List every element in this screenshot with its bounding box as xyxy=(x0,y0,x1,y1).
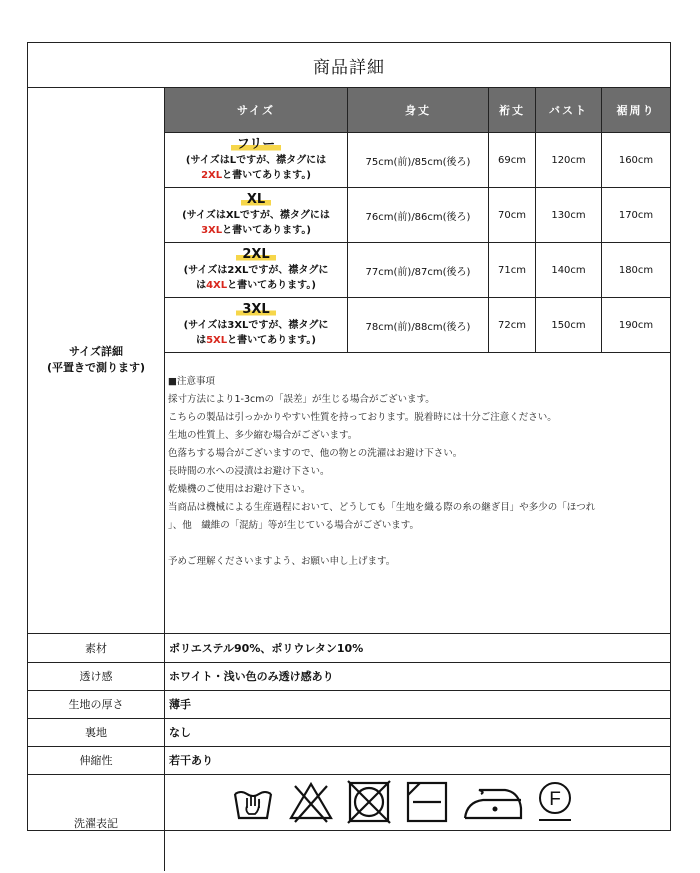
attr-value: 薄手 xyxy=(169,698,191,711)
length-cell: 75cm(前)/85cm(後ろ) xyxy=(348,133,489,188)
size-name: 2XL xyxy=(236,247,275,262)
attr-label: 透け感 xyxy=(28,662,165,690)
header-length: 身丈 xyxy=(348,88,489,133)
care-label: 洗濯表記 xyxy=(28,774,165,871)
size-note-pre: は xyxy=(196,280,207,291)
size-table xyxy=(164,87,671,353)
size-note-pre: は xyxy=(196,335,207,346)
size-note-end: と書いてあります。) xyxy=(227,280,316,291)
note-line: 」、他 繊維の「混紡」等が生じている場合がございます。 xyxy=(168,520,419,531)
size-note: (サイズはLですが、襟タグには xyxy=(185,155,327,166)
size-detail-label-line2: (平置きで測ります) xyxy=(46,361,146,374)
sleeve-cell: 71cm xyxy=(489,243,536,298)
size-name: XL xyxy=(241,192,271,207)
size-detail-label-line1: サイズ詳細 xyxy=(68,345,124,358)
attr-value: ホワイト・浅い色のみ透け感あり xyxy=(169,670,334,683)
shade-dry-icon xyxy=(403,778,451,826)
note-line: 乾燥機のご使用はお避け下さい。 xyxy=(168,484,311,495)
attr-row-stretch xyxy=(28,746,670,775)
attr-row-lining xyxy=(28,718,670,747)
bust-cell: 130cm xyxy=(536,188,602,243)
attr-label: 伸縮性 xyxy=(28,746,165,774)
hem-cell: 170cm xyxy=(602,188,671,243)
bust-cell: 150cm xyxy=(536,298,602,353)
size-note-end: と書いてあります。) xyxy=(227,335,316,346)
attr-label: 素材 xyxy=(28,633,165,662)
attr-value: なし xyxy=(169,726,191,739)
hem-cell: 160cm xyxy=(602,133,671,188)
length-cell: 76cm(前)/86cm(後ろ) xyxy=(348,188,489,243)
size-note: (サイズはXLですが、襟タグには xyxy=(182,210,330,221)
hem-cell: 190cm xyxy=(602,298,671,353)
notes-heading: ■注意事項 xyxy=(168,376,215,387)
size-note: (サイズは3XLですが、襟タグに xyxy=(183,320,329,331)
table-row xyxy=(165,188,671,243)
sleeve-cell: 72cm xyxy=(489,298,536,353)
product-detail-table xyxy=(27,42,671,831)
table-row xyxy=(165,133,671,188)
tag-size: 4XL xyxy=(206,280,228,291)
care-notes xyxy=(164,351,670,633)
size-note-end: と書いてあります。) xyxy=(222,170,311,181)
page-title: 商品詳細 xyxy=(28,43,670,88)
note-line: 生地の性質上、多少縮む場合がございます。 xyxy=(168,430,358,441)
header-size: サイズ xyxy=(165,88,348,133)
tag-size: 3XL xyxy=(201,225,223,236)
hand-wash-icon xyxy=(229,778,277,826)
size-note: (サイズは2XLですが、襟タグに xyxy=(183,265,329,276)
attr-value: 若干あり xyxy=(169,754,213,767)
note-line: 長時間の水への浸漬はお避け下さい。 xyxy=(168,466,330,477)
iron-low-icon xyxy=(461,778,525,826)
care-icons xyxy=(165,774,670,830)
care-row xyxy=(28,774,670,830)
note-line: 予めご理解くださいますよう、お願い申し上げます。 xyxy=(168,556,396,567)
attr-label: 裏地 xyxy=(28,718,165,746)
sleeve-cell: 70cm xyxy=(489,188,536,243)
dry-clean-f-icon xyxy=(535,778,575,826)
size-note-end: と書いてあります。) xyxy=(222,225,311,236)
size-cell xyxy=(165,133,348,188)
tag-size: 5XL xyxy=(206,335,228,346)
table-row xyxy=(165,243,671,298)
attr-row-material xyxy=(28,633,670,663)
note-line: こちらの製品は引っかかりやすい性質を持っております。脱着時には十分ご注意ください。 xyxy=(168,412,557,423)
attr-row-transparency xyxy=(28,662,670,691)
no-tumble-dry-icon xyxy=(345,778,393,826)
bust-cell: 140cm xyxy=(536,243,602,298)
size-detail-section xyxy=(28,87,670,634)
size-name: フリー xyxy=(231,137,281,152)
note-line: 当商品は機械による生産過程において、どうしても「生地を織る際の糸の継ぎ目」や多少の「ほつれ xyxy=(168,502,596,513)
note-line: 色落ちする場合がございますので、他の物との洗濯はお避け下さい。 xyxy=(168,448,463,459)
size-detail-label xyxy=(28,87,165,633)
header-sleeve: 裄丈 xyxy=(489,88,536,133)
dry-clean-letter: F xyxy=(549,789,561,810)
attr-row-thickness xyxy=(28,690,670,719)
size-name: 3XL xyxy=(236,302,275,317)
table-row xyxy=(165,298,671,353)
bust-cell: 120cm xyxy=(536,133,602,188)
size-cell xyxy=(165,243,348,298)
header-hem: 裾周り xyxy=(602,88,671,133)
tag-size: 2XL xyxy=(201,170,223,181)
size-cell xyxy=(165,188,348,243)
header-bust: バスト xyxy=(536,88,602,133)
hem-cell: 180cm xyxy=(602,243,671,298)
no-bleach-icon xyxy=(287,778,335,826)
size-cell xyxy=(165,298,348,353)
note-line: 採寸方法により1-3cmの「誤差」が生じる場合がございます。 xyxy=(168,394,435,405)
attr-label: 生地の厚さ xyxy=(28,690,165,718)
size-table-header xyxy=(165,88,671,133)
attr-value: ポリエステル90%、ポリウレタン10% xyxy=(169,641,364,655)
length-cell: 77cm(前)/87cm(後ろ) xyxy=(348,243,489,298)
length-cell: 78cm(前)/88cm(後ろ) xyxy=(348,298,489,353)
sleeve-cell: 69cm xyxy=(489,133,536,188)
note-line-blank xyxy=(168,535,670,553)
